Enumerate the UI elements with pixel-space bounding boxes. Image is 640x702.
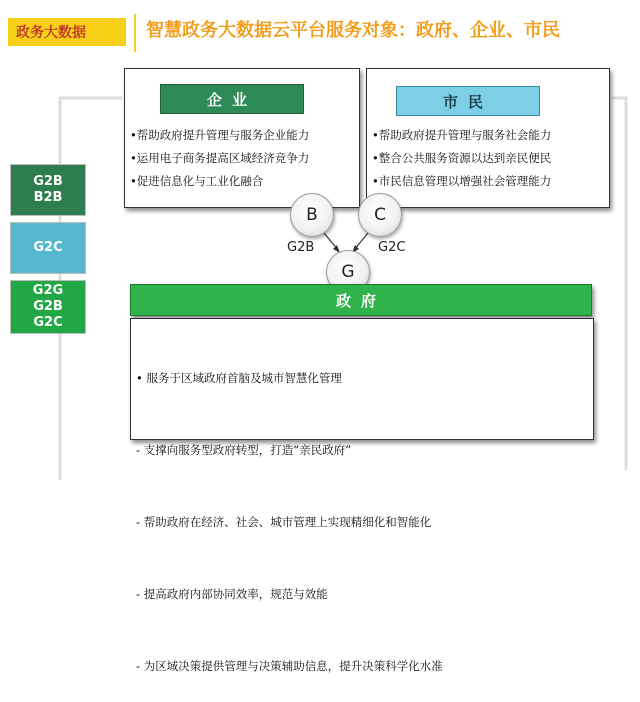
edge-label-g2b: G2B bbox=[287, 240, 315, 255]
side-label: B2B bbox=[33, 190, 63, 205]
enterprise-header-label: 企业 bbox=[206, 90, 257, 109]
enterprise-item: •帮助政府提升管理与服务企业能力 bbox=[130, 128, 310, 142]
citizen-header bbox=[396, 86, 540, 116]
government-item: - 为区域决策提供管理与决策辅助信息，提升决策科学化水准 bbox=[136, 659, 443, 673]
government-header-label: 政府 bbox=[335, 291, 386, 310]
edge-label-g2c: G2C bbox=[378, 240, 406, 255]
side-label: G2C bbox=[33, 240, 63, 255]
side-box-g2c bbox=[10, 222, 86, 274]
side-box-g2g-g2b-g2c bbox=[10, 280, 86, 334]
government-header bbox=[130, 284, 592, 316]
page-title: 智慧政务大数据云平台服务对象：政府、企业、市民 bbox=[146, 20, 560, 41]
side-label: G2G bbox=[32, 283, 64, 298]
side-label: G2C bbox=[33, 315, 63, 330]
enterprise-item: •运用电子商务提高区域经济竞争力 bbox=[130, 151, 310, 165]
side-label: G2B bbox=[33, 299, 63, 314]
government-item: • 服务于区域政府首脑及城市智慧化管理 bbox=[136, 371, 342, 385]
side-box-g2b-b2b bbox=[10, 164, 86, 216]
enterprise-header bbox=[160, 84, 304, 114]
government-item: - 帮助政府在经济、社会、城市管理上实现精细化和智能化 bbox=[136, 515, 432, 529]
right-bracket-line bbox=[612, 98, 626, 470]
citizen-header-label: 市民 bbox=[442, 92, 493, 111]
government-bullets bbox=[136, 318, 443, 702]
citizen-item: •帮助政府提升管理与服务社会能力 bbox=[372, 128, 552, 142]
side-label: G2B bbox=[33, 174, 63, 189]
node-c: C bbox=[358, 193, 402, 237]
citizen-item: •市民信息管理以增强社会管理能力 bbox=[372, 174, 552, 188]
citizen-bullets bbox=[372, 124, 551, 193]
government-item: - 支撑向服务型政府转型，打造“亲民政府” bbox=[136, 443, 352, 457]
government-item: - 提高政府内部协同效率，规范与效能 bbox=[136, 587, 328, 601]
citizen-item: •整合公共服务资源以达到亲民便民 bbox=[372, 151, 552, 165]
enterprise-bullets bbox=[130, 124, 309, 193]
section-tag: 政务大数据 bbox=[8, 18, 126, 46]
enterprise-item: •促进信息化与工业化融合 bbox=[130, 174, 264, 188]
node-b: B bbox=[290, 193, 334, 237]
node-g: G bbox=[326, 250, 370, 294]
